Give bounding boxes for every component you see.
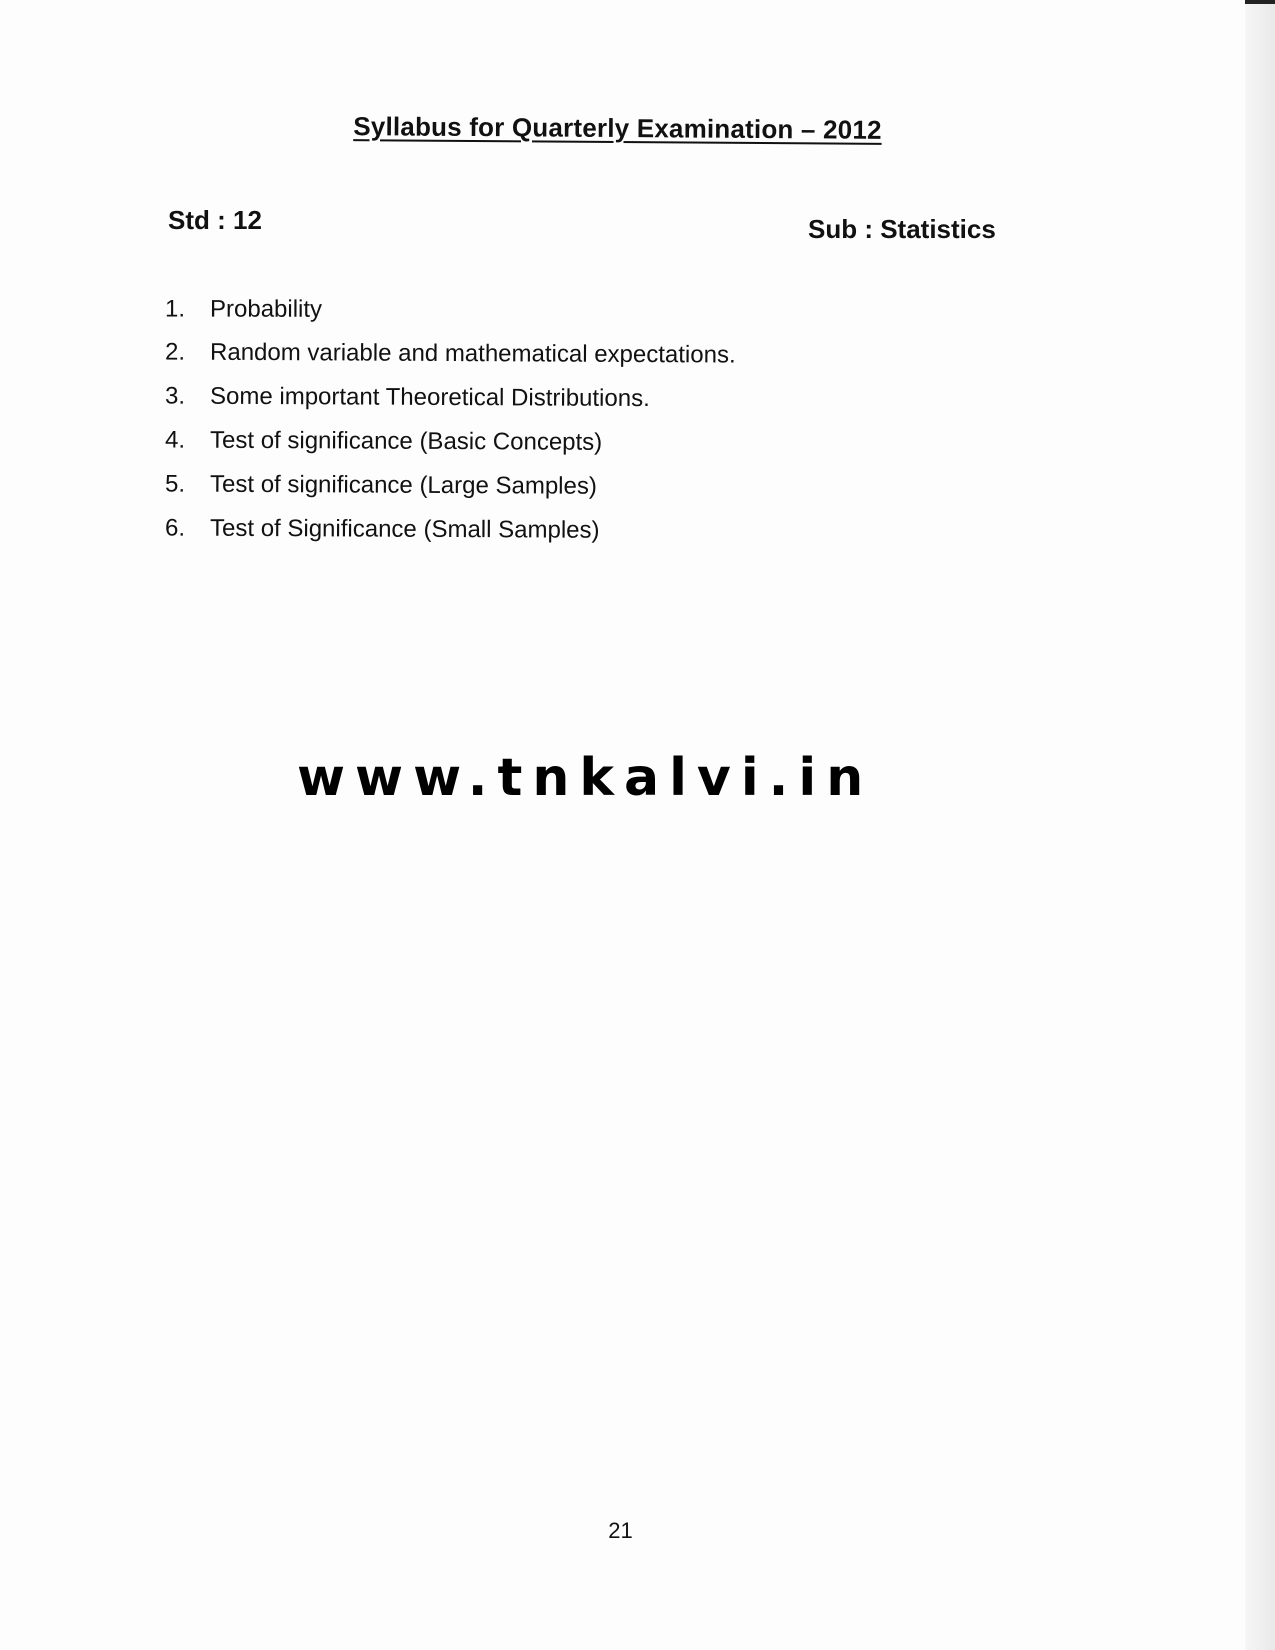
scan-edge: [1245, 0, 1275, 1650]
list-item: [165, 383, 736, 430]
topic-number: 6.: [164, 514, 186, 542]
list-item: [165, 515, 736, 562]
topic-text: Test of significance (Large Samples): [209, 470, 597, 500]
topic-number: 2.: [164, 338, 186, 366]
list-item: [165, 427, 736, 474]
topic-number: 4.: [164, 426, 186, 454]
topic-text: Some important Theoretical Distributions.: [209, 382, 650, 413]
syllabus-topic-list: [165, 296, 736, 560]
topic-number: 3.: [164, 382, 186, 410]
list-item: [165, 471, 736, 518]
subject-label: Sub : Statistics: [808, 214, 996, 244]
website-watermark: www.tnkalvi.in: [297, 748, 874, 808]
standard-label: Std : 12: [168, 205, 262, 235]
topic-number: 5.: [164, 470, 186, 498]
topic-number: 1.: [164, 295, 186, 323]
topic-text: Test of significance (Basic Concepts): [209, 426, 603, 456]
scan-edge-mark: [1245, 0, 1275, 4]
list-item: [165, 296, 736, 341]
topic-text: Test of Significance (Small Samples): [209, 514, 600, 544]
topic-text: Random variable and mathematical expectations.: [209, 338, 736, 369]
page-title: Syllabus for Quarterly Examination – 2012: [353, 111, 882, 145]
topic-text: Probability: [209, 295, 323, 323]
list-item: [165, 339, 736, 386]
page-number: 21: [608, 1518, 633, 1543]
